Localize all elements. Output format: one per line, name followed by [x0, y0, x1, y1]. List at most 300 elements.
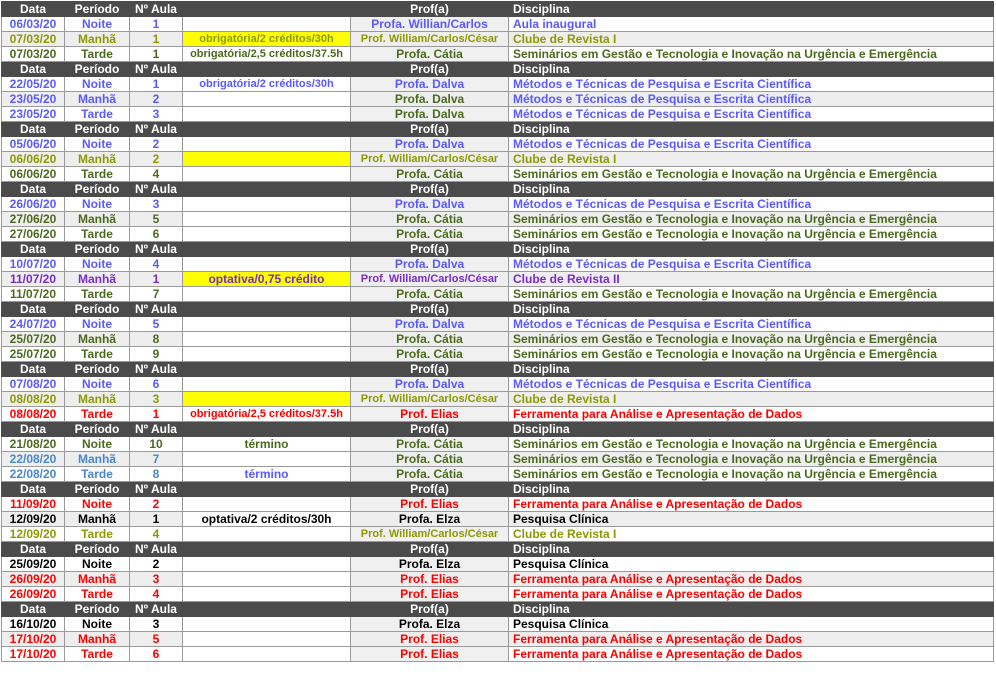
note-cell — [183, 212, 351, 227]
professor-cell: Profa. Cátia — [351, 467, 509, 482]
header-period: Período — [65, 542, 130, 557]
date-cell: 21/08/20 — [2, 437, 65, 452]
table-row — [2, 512, 994, 527]
header-note — [183, 362, 351, 377]
discipline-cell: Ferramenta para Análise e Apresentação de Dados — [509, 647, 994, 662]
note-cell — [183, 257, 351, 272]
header-date: Data — [2, 602, 65, 617]
period-cell: Noite — [65, 437, 130, 452]
class-number-cell: 1 — [130, 407, 183, 422]
table-row — [2, 377, 994, 392]
discipline-cell: Aula inaugural — [509, 17, 994, 32]
period-cell: Manhã — [65, 272, 130, 287]
date-cell: 25/09/20 — [2, 557, 65, 572]
header-row — [2, 62, 994, 77]
table-row — [2, 137, 994, 152]
header-row — [2, 602, 994, 617]
class-number-cell: 1 — [130, 77, 183, 92]
table-row — [2, 587, 994, 602]
note-cell — [183, 557, 351, 572]
header-date: Data — [2, 182, 65, 197]
discipline-cell: Seminários em Gestão e Tecnologia e Inovação na Urgência e Emergência — [509, 347, 994, 362]
date-cell: 05/06/20 — [2, 137, 65, 152]
professor-cell: Profa. Cátia — [351, 227, 509, 242]
note-cell: obrigatória/2,5 créditos/37.5h — [183, 407, 351, 422]
date-cell: 27/06/20 — [2, 212, 65, 227]
professor-cell: Profa. Cátia — [351, 47, 509, 62]
period-cell: Noite — [65, 497, 130, 512]
table-row — [2, 197, 994, 212]
header-discipline: Disciplina — [509, 122, 994, 137]
header-note — [183, 422, 351, 437]
note-cell — [183, 347, 351, 362]
period-cell: Manhã — [65, 572, 130, 587]
date-cell: 11/07/20 — [2, 272, 65, 287]
header-note — [183, 602, 351, 617]
header-period: Período — [65, 62, 130, 77]
period-cell: Manhã — [65, 392, 130, 407]
schedule-table — [1, 1, 994, 662]
table-row — [2, 257, 994, 272]
header-discipline: Disciplina — [509, 242, 994, 257]
table-row — [2, 227, 994, 242]
header-date: Data — [2, 302, 65, 317]
professor-cell: Profa. Cátia — [351, 212, 509, 227]
header-row — [2, 482, 994, 497]
professor-cell: Profa. Cátia — [351, 347, 509, 362]
professor-cell: Prof. Elias — [351, 572, 509, 587]
header-prof: Prof(a) — [351, 602, 509, 617]
note-cell — [183, 572, 351, 587]
header-class-no: Nº Aula — [130, 62, 183, 77]
header-period: Período — [65, 242, 130, 257]
header-date: Data — [2, 422, 65, 437]
header-period: Período — [65, 122, 130, 137]
header-class-no: Nº Aula — [130, 542, 183, 557]
table-row — [2, 107, 994, 122]
discipline-cell: Seminários em Gestão e Tecnologia e Inovação na Urgência e Emergência — [509, 287, 994, 302]
header-period: Período — [65, 302, 130, 317]
discipline-cell: Métodos e Técnicas de Pesquisa e Escrita Científica — [509, 77, 994, 92]
discipline-cell: Clube de Revista I — [509, 527, 994, 542]
date-cell: 26/06/20 — [2, 197, 65, 212]
header-note — [183, 302, 351, 317]
header-prof: Prof(a) — [351, 62, 509, 77]
note-cell — [183, 332, 351, 347]
period-cell: Tarde — [65, 587, 130, 602]
date-cell: 22/08/20 — [2, 467, 65, 482]
header-prof: Prof(a) — [351, 122, 509, 137]
professor-cell: Prof. Elias — [351, 587, 509, 602]
class-number-cell: 6 — [130, 377, 183, 392]
discipline-cell: Pesquisa Clínica — [509, 512, 994, 527]
date-cell: 06/03/20 — [2, 17, 65, 32]
note-cell — [183, 392, 351, 407]
header-row — [2, 242, 994, 257]
header-prof: Prof(a) — [351, 302, 509, 317]
table-row — [2, 467, 994, 482]
date-cell: 07/03/20 — [2, 47, 65, 62]
date-cell: 17/10/20 — [2, 632, 65, 647]
professor-cell: Profa. Dalva — [351, 77, 509, 92]
class-number-cell: 4 — [130, 587, 183, 602]
class-number-cell: 4 — [130, 167, 183, 182]
note-cell: optativa/0,75 crédito — [183, 272, 351, 287]
class-number-cell: 3 — [130, 572, 183, 587]
period-cell: Manhã — [65, 152, 130, 167]
class-number-cell: 6 — [130, 227, 183, 242]
discipline-cell: Métodos e Técnicas de Pesquisa e Escrita Científica — [509, 257, 994, 272]
note-cell: término — [183, 467, 351, 482]
professor-cell: Profa. Cátia — [351, 287, 509, 302]
table-row — [2, 212, 994, 227]
header-row — [2, 2, 994, 17]
header-class-no: Nº Aula — [130, 302, 183, 317]
discipline-cell: Métodos e Técnicas de Pesquisa e Escrita Científica — [509, 107, 994, 122]
date-cell: 06/06/20 — [2, 167, 65, 182]
discipline-cell: Métodos e Técnicas de Pesquisa e Escrita Científica — [509, 92, 994, 107]
header-date: Data — [2, 62, 65, 77]
professor-cell: Profa. Dalva — [351, 377, 509, 392]
header-period: Período — [65, 2, 130, 17]
period-cell: Tarde — [65, 347, 130, 362]
class-number-cell: 4 — [130, 527, 183, 542]
table-row — [2, 437, 994, 452]
table-row — [2, 452, 994, 467]
table-row — [2, 287, 994, 302]
discipline-cell: Métodos e Técnicas de Pesquisa e Escrita Científica — [509, 377, 994, 392]
date-cell: 08/08/20 — [2, 407, 65, 422]
professor-cell: Profa. Dalva — [351, 137, 509, 152]
header-discipline: Disciplina — [509, 62, 994, 77]
discipline-cell: Seminários em Gestão e Tecnologia e Inovação na Urgência e Emergência — [509, 437, 994, 452]
header-note — [183, 182, 351, 197]
class-number-cell: 8 — [130, 332, 183, 347]
professor-cell: Prof. Elias — [351, 632, 509, 647]
table-row — [2, 77, 994, 92]
class-number-cell: 5 — [130, 212, 183, 227]
note-cell: obrigatória/2 créditos/30h — [183, 32, 351, 47]
professor-cell: Profa. Cátia — [351, 437, 509, 452]
date-cell: 25/07/20 — [2, 347, 65, 362]
note-cell — [183, 617, 351, 632]
note-cell — [183, 92, 351, 107]
class-number-cell: 1 — [130, 32, 183, 47]
date-cell: 26/09/20 — [2, 587, 65, 602]
class-number-cell: 5 — [130, 632, 183, 647]
period-cell: Manhã — [65, 332, 130, 347]
period-cell: Tarde — [65, 167, 130, 182]
header-period: Período — [65, 182, 130, 197]
table-row — [2, 167, 994, 182]
header-row — [2, 422, 994, 437]
discipline-cell: Seminários em Gestão e Tecnologia e Inovação na Urgência e Emergência — [509, 467, 994, 482]
header-discipline: Disciplina — [509, 542, 994, 557]
schedule-sheet — [1, 1, 993, 662]
header-period: Período — [65, 482, 130, 497]
date-cell: 23/05/20 — [2, 92, 65, 107]
professor-cell: Profa. Elza — [351, 557, 509, 572]
class-number-cell: 3 — [130, 107, 183, 122]
header-date: Data — [2, 242, 65, 257]
period-cell: Noite — [65, 77, 130, 92]
header-note — [183, 242, 351, 257]
class-number-cell: 3 — [130, 197, 183, 212]
note-cell: término — [183, 437, 351, 452]
professor-cell: Prof. William/Carlos/César — [351, 32, 509, 47]
header-prof: Prof(a) — [351, 182, 509, 197]
header-note — [183, 482, 351, 497]
date-cell: 10/07/20 — [2, 257, 65, 272]
professor-cell: Prof. William/Carlos/César — [351, 527, 509, 542]
date-cell: 08/08/20 — [2, 392, 65, 407]
note-cell — [183, 647, 351, 662]
note-cell: optativa/2 créditos/30h — [183, 512, 351, 527]
period-cell: Manhã — [65, 92, 130, 107]
period-cell: Tarde — [65, 527, 130, 542]
table-row — [2, 632, 994, 647]
professor-cell: Prof. William/Carlos/César — [351, 152, 509, 167]
date-cell: 27/06/20 — [2, 227, 65, 242]
note-cell — [183, 317, 351, 332]
class-number-cell: 2 — [130, 137, 183, 152]
period-cell: Noite — [65, 137, 130, 152]
period-cell: Noite — [65, 557, 130, 572]
date-cell: 07/03/20 — [2, 32, 65, 47]
header-note — [183, 122, 351, 137]
header-prof: Prof(a) — [351, 422, 509, 437]
class-number-cell: 4 — [130, 257, 183, 272]
discipline-cell: Métodos e Técnicas de Pesquisa e Escrita Científica — [509, 137, 994, 152]
professor-cell: Prof. William/Carlos/César — [351, 272, 509, 287]
period-cell: Noite — [65, 17, 130, 32]
period-cell: Manhã — [65, 512, 130, 527]
professor-cell: Prof. Elias — [351, 407, 509, 422]
header-prof: Prof(a) — [351, 242, 509, 257]
discipline-cell: Clube de Revista I — [509, 392, 994, 407]
header-class-no: Nº Aula — [130, 242, 183, 257]
discipline-cell: Pesquisa Clínica — [509, 557, 994, 572]
table-row — [2, 32, 994, 47]
professor-cell: Profa. Cátia — [351, 167, 509, 182]
discipline-cell: Ferramenta para Análise e Apresentação de Dados — [509, 587, 994, 602]
class-number-cell: 6 — [130, 647, 183, 662]
header-date: Data — [2, 2, 65, 17]
header-date: Data — [2, 362, 65, 377]
period-cell: Noite — [65, 257, 130, 272]
header-prof: Prof(a) — [351, 2, 509, 17]
header-prof: Prof(a) — [351, 482, 509, 497]
table-row — [2, 47, 994, 62]
professor-cell: Prof. Elias — [351, 497, 509, 512]
table-row — [2, 572, 994, 587]
discipline-cell: Seminários em Gestão e Tecnologia e Inovação na Urgência e Emergência — [509, 452, 994, 467]
class-number-cell: 9 — [130, 347, 183, 362]
professor-cell: Profa. Dalva — [351, 92, 509, 107]
discipline-cell: Clube de Revista I — [509, 32, 994, 47]
header-class-no: Nº Aula — [130, 422, 183, 437]
date-cell: 12/09/20 — [2, 527, 65, 542]
date-cell: 22/08/20 — [2, 452, 65, 467]
class-number-cell: 2 — [130, 557, 183, 572]
discipline-cell: Seminários em Gestão e Tecnologia e Inovação na Urgência e Emergência — [509, 167, 994, 182]
professor-cell: Prof. Elias — [351, 647, 509, 662]
header-discipline: Disciplina — [509, 182, 994, 197]
header-class-no: Nº Aula — [130, 482, 183, 497]
discipline-cell: Ferramenta para Análise e Apresentação de Dados — [509, 497, 994, 512]
header-discipline: Disciplina — [509, 2, 994, 17]
period-cell: Manhã — [65, 632, 130, 647]
table-row — [2, 392, 994, 407]
professor-cell: Profa. Dalva — [351, 257, 509, 272]
table-row — [2, 647, 994, 662]
period-cell: Tarde — [65, 107, 130, 122]
header-row — [2, 542, 994, 557]
header-date: Data — [2, 542, 65, 557]
discipline-cell: Métodos e Técnicas de Pesquisa e Escrita Científica — [509, 317, 994, 332]
header-class-no: Nº Aula — [130, 122, 183, 137]
period-cell: Manhã — [65, 452, 130, 467]
professor-cell: Profa. Cátia — [351, 332, 509, 347]
header-prof: Prof(a) — [351, 362, 509, 377]
professor-cell: Profa. Willian/Carlos — [351, 17, 509, 32]
discipline-cell: Métodos e Técnicas de Pesquisa e Escrita Científica — [509, 197, 994, 212]
period-cell: Manhã — [65, 212, 130, 227]
date-cell: 06/06/20 — [2, 152, 65, 167]
period-cell: Tarde — [65, 287, 130, 302]
professor-cell: Profa. Elza — [351, 512, 509, 527]
date-cell: 22/05/20 — [2, 77, 65, 92]
class-number-cell: 10 — [130, 437, 183, 452]
note-cell — [183, 167, 351, 182]
note-cell — [183, 107, 351, 122]
date-cell: 16/10/20 — [2, 617, 65, 632]
class-number-cell: 1 — [130, 17, 183, 32]
period-cell: Tarde — [65, 407, 130, 422]
period-cell: Manhã — [65, 32, 130, 47]
period-cell: Noite — [65, 317, 130, 332]
date-cell: 25/07/20 — [2, 332, 65, 347]
table-row — [2, 557, 994, 572]
date-cell: 24/07/20 — [2, 317, 65, 332]
class-number-cell: 1 — [130, 272, 183, 287]
header-row — [2, 362, 994, 377]
table-row — [2, 272, 994, 287]
class-number-cell: 2 — [130, 152, 183, 167]
date-cell: 12/09/20 — [2, 512, 65, 527]
discipline-cell: Seminários em Gestão e Tecnologia e Inovação na Urgência e Emergência — [509, 212, 994, 227]
date-cell: 26/09/20 — [2, 572, 65, 587]
professor-cell: Profa. Dalva — [351, 107, 509, 122]
header-note — [183, 62, 351, 77]
note-cell — [183, 227, 351, 242]
discipline-cell: Clube de Revista II — [509, 272, 994, 287]
date-cell: 11/09/20 — [2, 497, 65, 512]
discipline-cell: Ferramenta para Análise e Apresentação de Dados — [509, 632, 994, 647]
note-cell — [183, 197, 351, 212]
professor-cell: Profa. Dalva — [351, 317, 509, 332]
table-row — [2, 332, 994, 347]
period-cell: Tarde — [65, 47, 130, 62]
discipline-cell: Seminários em Gestão e Tecnologia e Inovação na Urgência e Emergência — [509, 227, 994, 242]
professor-cell: Profa. Cátia — [351, 452, 509, 467]
period-cell: Noite — [65, 377, 130, 392]
header-row — [2, 122, 994, 137]
discipline-cell: Clube de Revista I — [509, 152, 994, 167]
table-row — [2, 347, 994, 362]
note-cell — [183, 287, 351, 302]
header-discipline: Disciplina — [509, 422, 994, 437]
header-date: Data — [2, 482, 65, 497]
table-row — [2, 497, 994, 512]
professor-cell: Profa. Elza — [351, 617, 509, 632]
period-cell: Noite — [65, 197, 130, 212]
discipline-cell: Pesquisa Clínica — [509, 617, 994, 632]
header-class-no: Nº Aula — [130, 182, 183, 197]
table-row — [2, 617, 994, 632]
period-cell: Tarde — [65, 647, 130, 662]
table-row — [2, 527, 994, 542]
date-cell: 23/05/20 — [2, 107, 65, 122]
header-class-no: Nº Aula — [130, 362, 183, 377]
class-number-cell: 1 — [130, 47, 183, 62]
period-cell: Tarde — [65, 467, 130, 482]
class-number-cell: 7 — [130, 452, 183, 467]
header-row — [2, 182, 994, 197]
professor-cell: Profa. Dalva — [351, 197, 509, 212]
class-number-cell: 5 — [130, 317, 183, 332]
note-cell — [183, 527, 351, 542]
note-cell: obrigatória/2,5 créditos/37.5h — [183, 47, 351, 62]
header-period: Período — [65, 362, 130, 377]
note-cell — [183, 152, 351, 167]
header-class-no: Nº Aula — [130, 602, 183, 617]
note-cell: obrigatória/2 créditos/30h — [183, 77, 351, 92]
class-number-cell: 2 — [130, 497, 183, 512]
header-period: Período — [65, 602, 130, 617]
note-cell — [183, 632, 351, 647]
note-cell — [183, 17, 351, 32]
header-discipline: Disciplina — [509, 482, 994, 497]
class-number-cell: 2 — [130, 92, 183, 107]
class-number-cell: 8 — [130, 467, 183, 482]
class-number-cell: 3 — [130, 617, 183, 632]
table-row — [2, 407, 994, 422]
date-cell: 07/08/20 — [2, 377, 65, 392]
professor-cell: Prof. William/Carlos/César — [351, 392, 509, 407]
discipline-cell: Ferramenta para Análise e Apresentação de Dados — [509, 572, 994, 587]
table-row — [2, 92, 994, 107]
discipline-cell: Seminários em Gestão e Tecnologia e Inovação na Urgência e Emergência — [509, 47, 994, 62]
date-cell: 11/07/20 — [2, 287, 65, 302]
note-cell — [183, 137, 351, 152]
table-row — [2, 317, 994, 332]
period-cell: Noite — [65, 617, 130, 632]
header-class-no: Nº Aula — [130, 2, 183, 17]
date-cell: 17/10/20 — [2, 647, 65, 662]
period-cell: Tarde — [65, 227, 130, 242]
header-prof: Prof(a) — [351, 542, 509, 557]
header-note — [183, 542, 351, 557]
discipline-cell: Ferramenta para Análise e Apresentação de Dados — [509, 407, 994, 422]
class-number-cell: 7 — [130, 287, 183, 302]
class-number-cell: 3 — [130, 392, 183, 407]
header-note — [183, 2, 351, 17]
header-discipline: Disciplina — [509, 302, 994, 317]
note-cell — [183, 587, 351, 602]
header-discipline: Disciplina — [509, 362, 994, 377]
note-cell — [183, 497, 351, 512]
